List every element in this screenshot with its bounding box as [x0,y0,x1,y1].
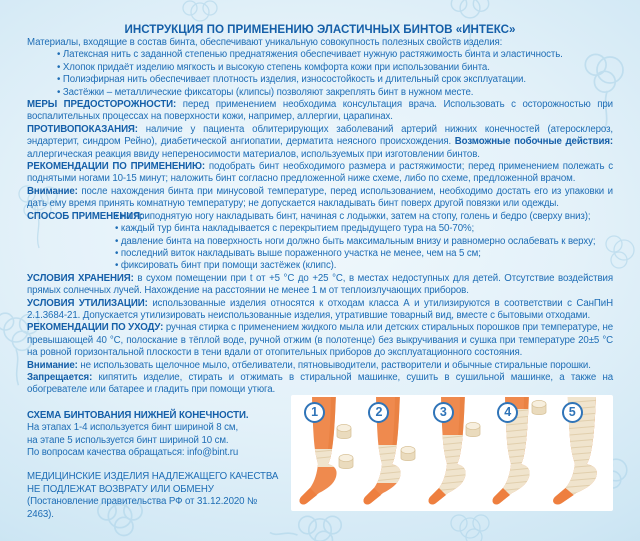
list-item: По вопросам качества обращаться: info@bint.ru [27,447,239,458]
materials-bullet-list [57,49,613,99]
no-return-notice [27,471,285,521]
section-care: РЕКОМЕНДАЦИИ ПО УХОДУ: ручная стирка с применением жидкого мыла или детских стиральных порошков при температуре, не превышающей 40 °С, полоскание в тёплой воде, ручной отжим (в полотенце) без выкручивания и сушка при температуре 20±5 °С на ровной горизонтальной плоскости в тени вдали от отопительных приборов до эксплуатационного состояния. [27,322,614,359]
stage-number-badge: 2 [368,402,389,423]
bandaging-stage-2 [355,395,419,511]
stage-number-badge: 1 [304,402,325,423]
scheme-text-column [27,410,285,521]
bandaging-stage-3 [420,395,484,511]
section-contraindications: ПРОТИВОПОКАЗАНИЯ: наличие у пациента облитерирующих заболеваний артерий нижних конечностей (атеросклероз, эндартерит, синдром Рейно), диабетической ангиопатии, дерматита неясного происхождения. Возможные побочные действия: аллергическая реакция ввиду непереносимости материалов, используемых при изготовлении бинтов. [27,123,614,160]
list-item: на этапе 5 используется бинт шириной 10 см. [27,434,229,446]
list-item: • на приподнятую ногу накладывать бинт, начиная с лодыжки, затем на стопу, голень и бедро (сверху вниз); [115,210,591,222]
section-storage: УСЛОВИЯ ХРАНЕНИЯ: в сухом помещении при t от +5 °С до +25 °С, в местах недоступных для детей. Отсутствие воздействия прямых солнечных лучей. Нахождение на расстоянии не менее 1 м от теплоизлучающих приборов. [27,272,613,297]
list-item: • Хлопок придаёт изделию мягкость и высокую степень комфорта кожи при использовании бинта. [57,61,490,73]
materials-lead: Материалы, входящие в состав бинта, обеспечивают уникальную совокупность полезных свойств изделия: [27,37,503,48]
scheme-lines [27,422,285,459]
list-item: • Застёжки – металлические фиксаторы (клипсы) позволяют закреплять бинт в нужном месте. [57,86,474,98]
section-recommendations: РЕКОМЕНДАЦИИ ПО ПРИМЕНЕНИЮ: подобрать бинт необходимого размера и растяжимости; перед применением полежать с поднятыми ногами 10-15 минут; наложить бинт согласно предложенной ниже схеме, либо по схеме, предложенной врачом. [27,161,614,185]
section-precautions: МЕРЫ ПРЕДОСТОРОЖНОСТИ: перед применением необходима консультация врача. Использовать с осторожностью при воспалительных процессах на поверхности кожи, например, аллергии, царапинах. [27,99,613,123]
list-item: • последний виток накладывать выше пораженного участка не менее, чем на 5 см; [115,247,481,259]
list-item: (Постановление правительства РФ от 31.12.2020 № 2463). [27,496,258,520]
bottom-area [27,404,613,521]
stage-number-badge: 5 [562,402,583,423]
bandaging-stages-diagram [291,395,613,511]
usage-heading: СПОСОБ ПРИМЕНЕНИЯ: [27,210,144,222]
list-item: • Полиэфирная нить обеспечивает плотность изделия, износостойкость и длительный срок эксплуатации. [57,74,526,86]
list-item: НЕ ПОДЛЕЖАТ ВОЗВРАТУ ИЛИ ОБМЕНУ [27,483,214,495]
list-item: • давление бинта на поверхность ноги должно быть максимальным внизу и равномерно ослабевать к верху; [115,235,596,247]
list-item: На этапах 1-4 используется бинт шириной 8 см, [27,422,239,434]
bandaging-stage-1 [291,395,355,511]
section-prohibited: Запрещается: кипятить изделие, стирать и отжимать в стиральной машинке, сушить в сушильной машинке, а также на обогревателе или батарее и гладить при помощи утюга. [27,371,613,396]
page-title: ИНСТРУКЦИЯ ПО ПРИМЕНЕНИЮ ЭЛАСТИЧНЫХ БИНТОВ «ИНТЕКС» [124,23,516,36]
usage-bullet-list [115,211,613,273]
section-attention-washing: Внимание: не использовать щелочное мыло, отбеливатели, пятновыводители, растворители и обычные стиральные порошки. [27,359,591,371]
stage-number-badge: 4 [497,402,518,423]
list-item: • фиксировать бинт при помощи застёжек (клипс). [115,260,337,272]
section-usage [27,211,613,273]
bandaging-stage-4 [484,395,548,511]
stage-number-badge: 3 [433,402,454,423]
instruction-sheet [27,23,613,521]
list-item: МЕДИЦИНСКИЕ ИЗДЕЛИЯ НАДЛЕЖАЩЕГО КАЧЕСТВА [27,471,279,483]
list-item: • каждый тур бинта накладывается с перекрытием предыдущего тура на 50-70%; [115,223,475,235]
scheme-title: СХЕМА БИНТОВАНИЯ НИЖНЕЙ КОНЕЧНОСТИ. [27,409,249,421]
list-item: • Латексная нить с заданной степенью преднатяжения обеспечивает нужную растяжимость бинта и эластичность. [57,49,563,61]
section-disposal: УСЛОВИЯ УТИЛИЗАЦИИ: использованные изделия относятся к отходам класса А и утилизируются в соответствии с СанПиН 2.1.3684-21. Допускается утилизировать неиспользованные изделия, утратившие товарный вид, вместе с бытовыми отходами. [27,297,613,321]
bandaging-stage-5 [549,395,613,511]
section-attention-temperature: Внимание: после нахождения бинта при минусовой температуре, перед использованием, необходимо достать его из упаковки и дать ему время принять комнатную температуру; не допускается накладывать бинт поверх другой повязки или одежды. [27,185,613,210]
